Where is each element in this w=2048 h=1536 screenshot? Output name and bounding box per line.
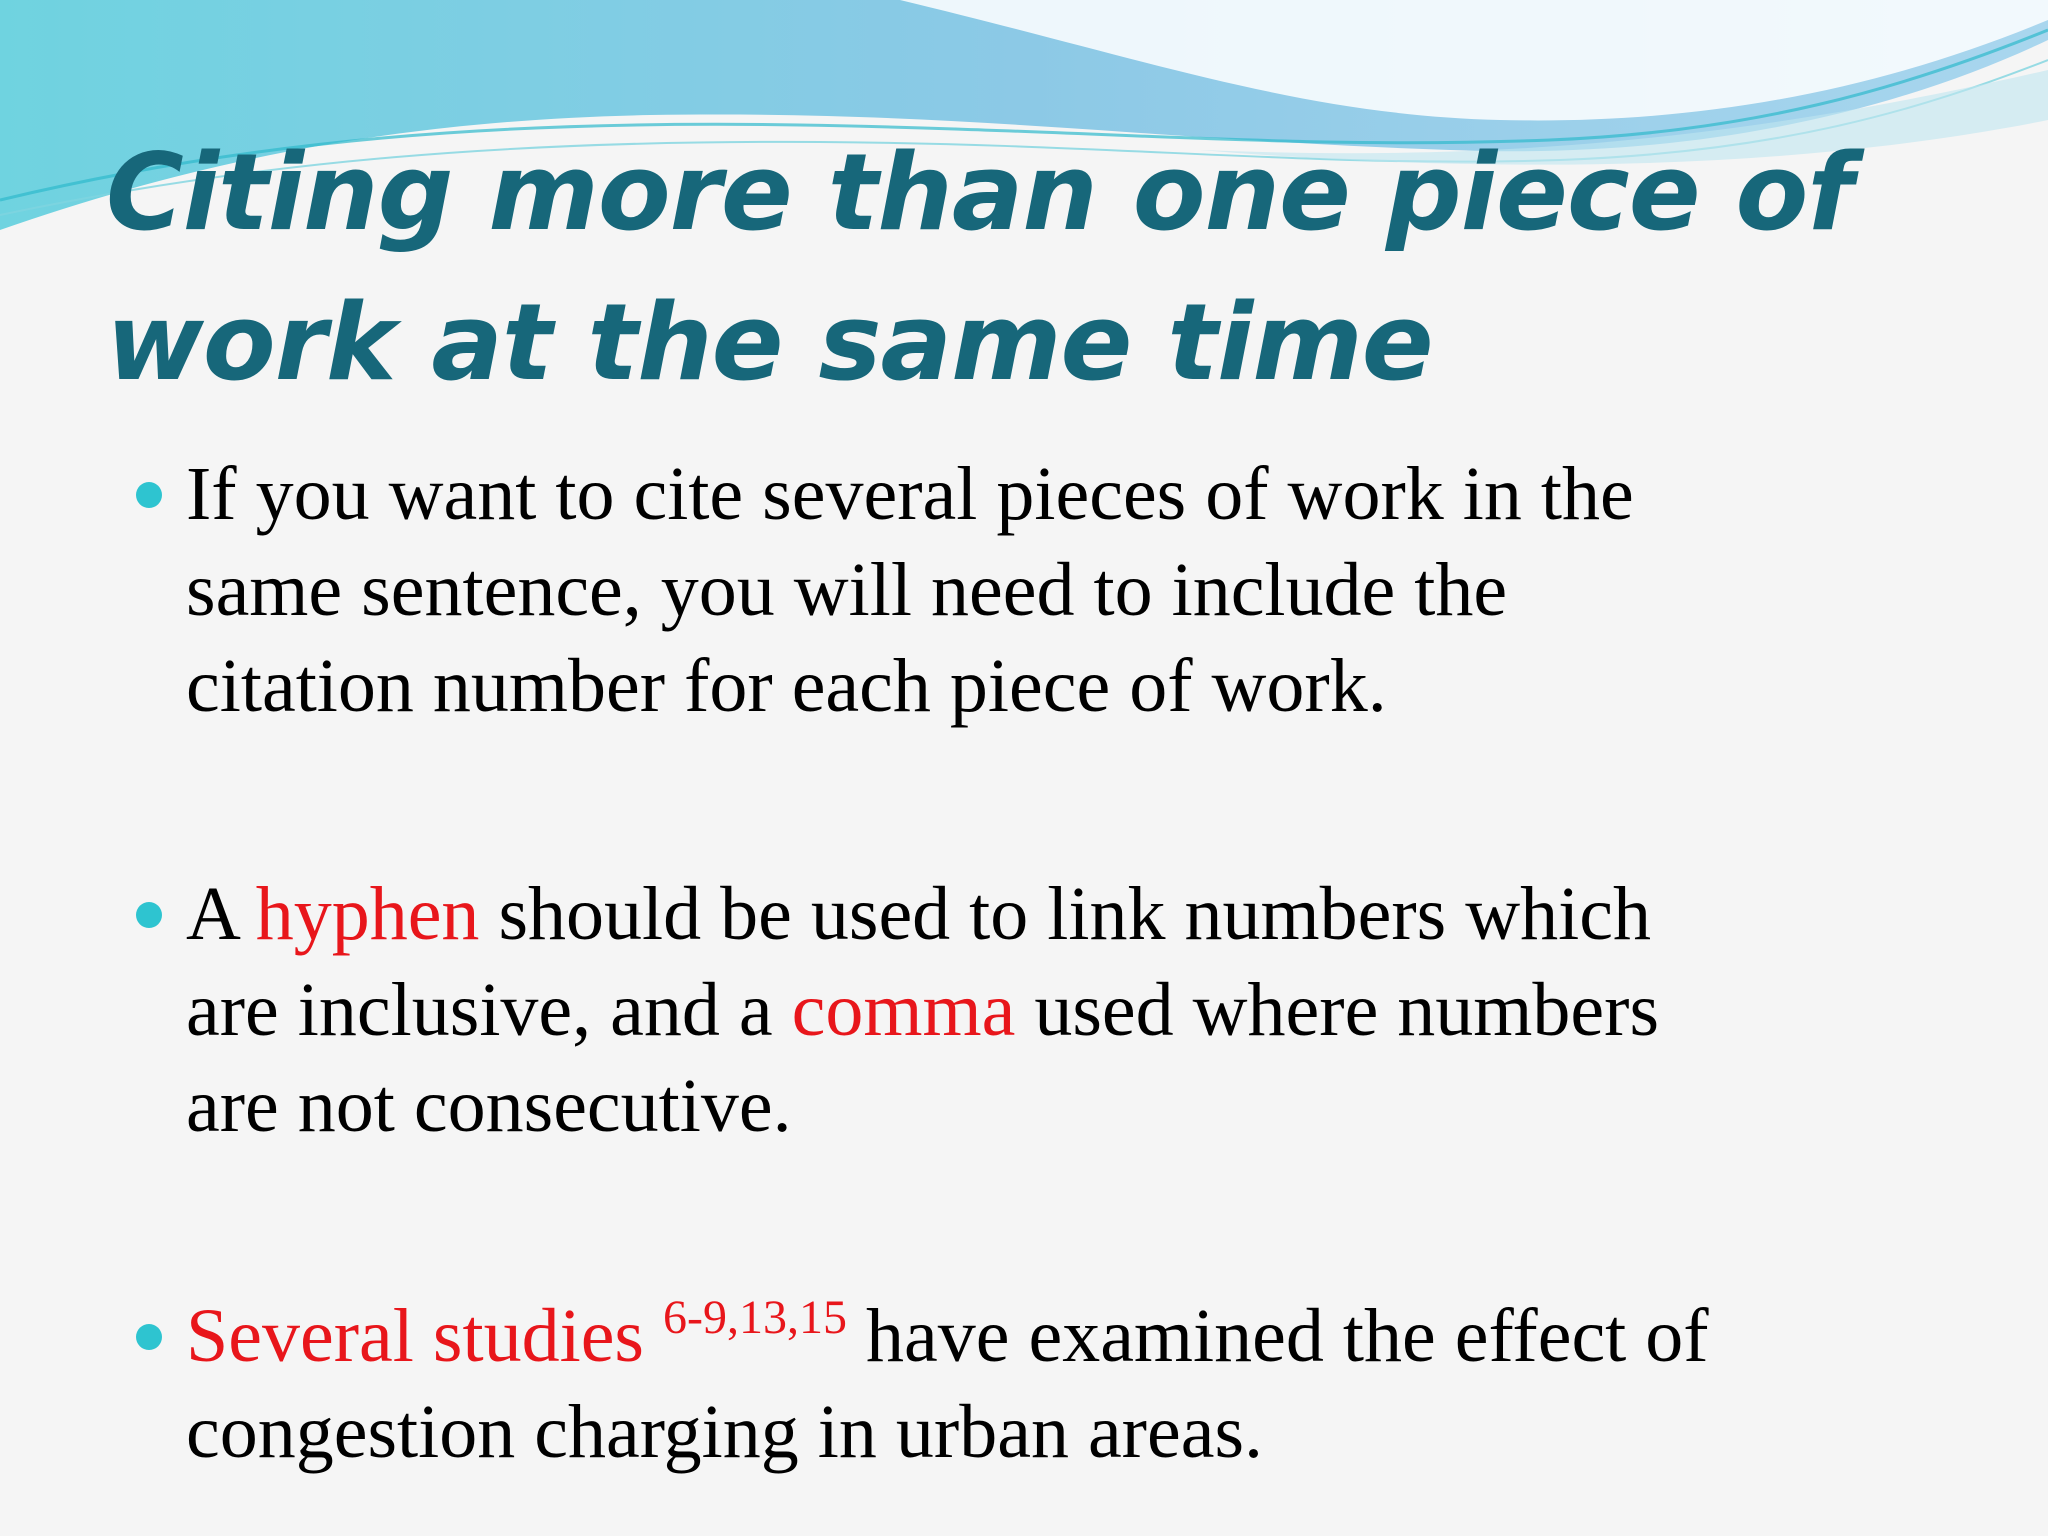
- bullet-item-3: [186, 1288, 1946, 1480]
- highlight-comma: comma: [791, 968, 1016, 1052]
- bullet-3-line-1: [186, 1288, 1946, 1384]
- highlight-hyphen: hyphen: [255, 872, 480, 956]
- bullet-item-2: [186, 866, 1946, 1154]
- bullet-dot-icon: [136, 902, 162, 928]
- highlight-several-studies: Several studies: [186, 1294, 645, 1378]
- text: should be used to link numbers which: [479, 872, 1651, 956]
- text: A: [186, 872, 256, 956]
- bullet-1-line-3: citation number for each piece of work.: [186, 644, 1387, 728]
- bullet-1-line-1: If you want to cite several pieces of work in the: [186, 452, 1634, 536]
- bullet-2-line-1: [186, 866, 1946, 962]
- bullet-item-1: [186, 446, 1946, 734]
- title-line-1: Citing more than one piece of: [106, 131, 1853, 254]
- bullet-2-line-3: are not consecutive.: [186, 1064, 792, 1148]
- text: have examined the effect of: [847, 1294, 1709, 1378]
- citation-superscript: 6-9,13,15: [663, 1291, 847, 1344]
- bullet-dot-icon: [136, 482, 162, 508]
- text: used where numbers: [1015, 968, 1660, 1052]
- text: are inclusive, and a: [186, 968, 792, 1052]
- bullet-1-line-2: same sentence, you will need to include the: [186, 548, 1508, 632]
- bullet-dot-icon: [136, 1324, 162, 1350]
- bullet-3-line-2: congestion charging in urban areas.: [186, 1390, 1264, 1474]
- bullet-2-line-2: [186, 962, 1946, 1058]
- title-line-2: work at the same time: [106, 281, 1433, 404]
